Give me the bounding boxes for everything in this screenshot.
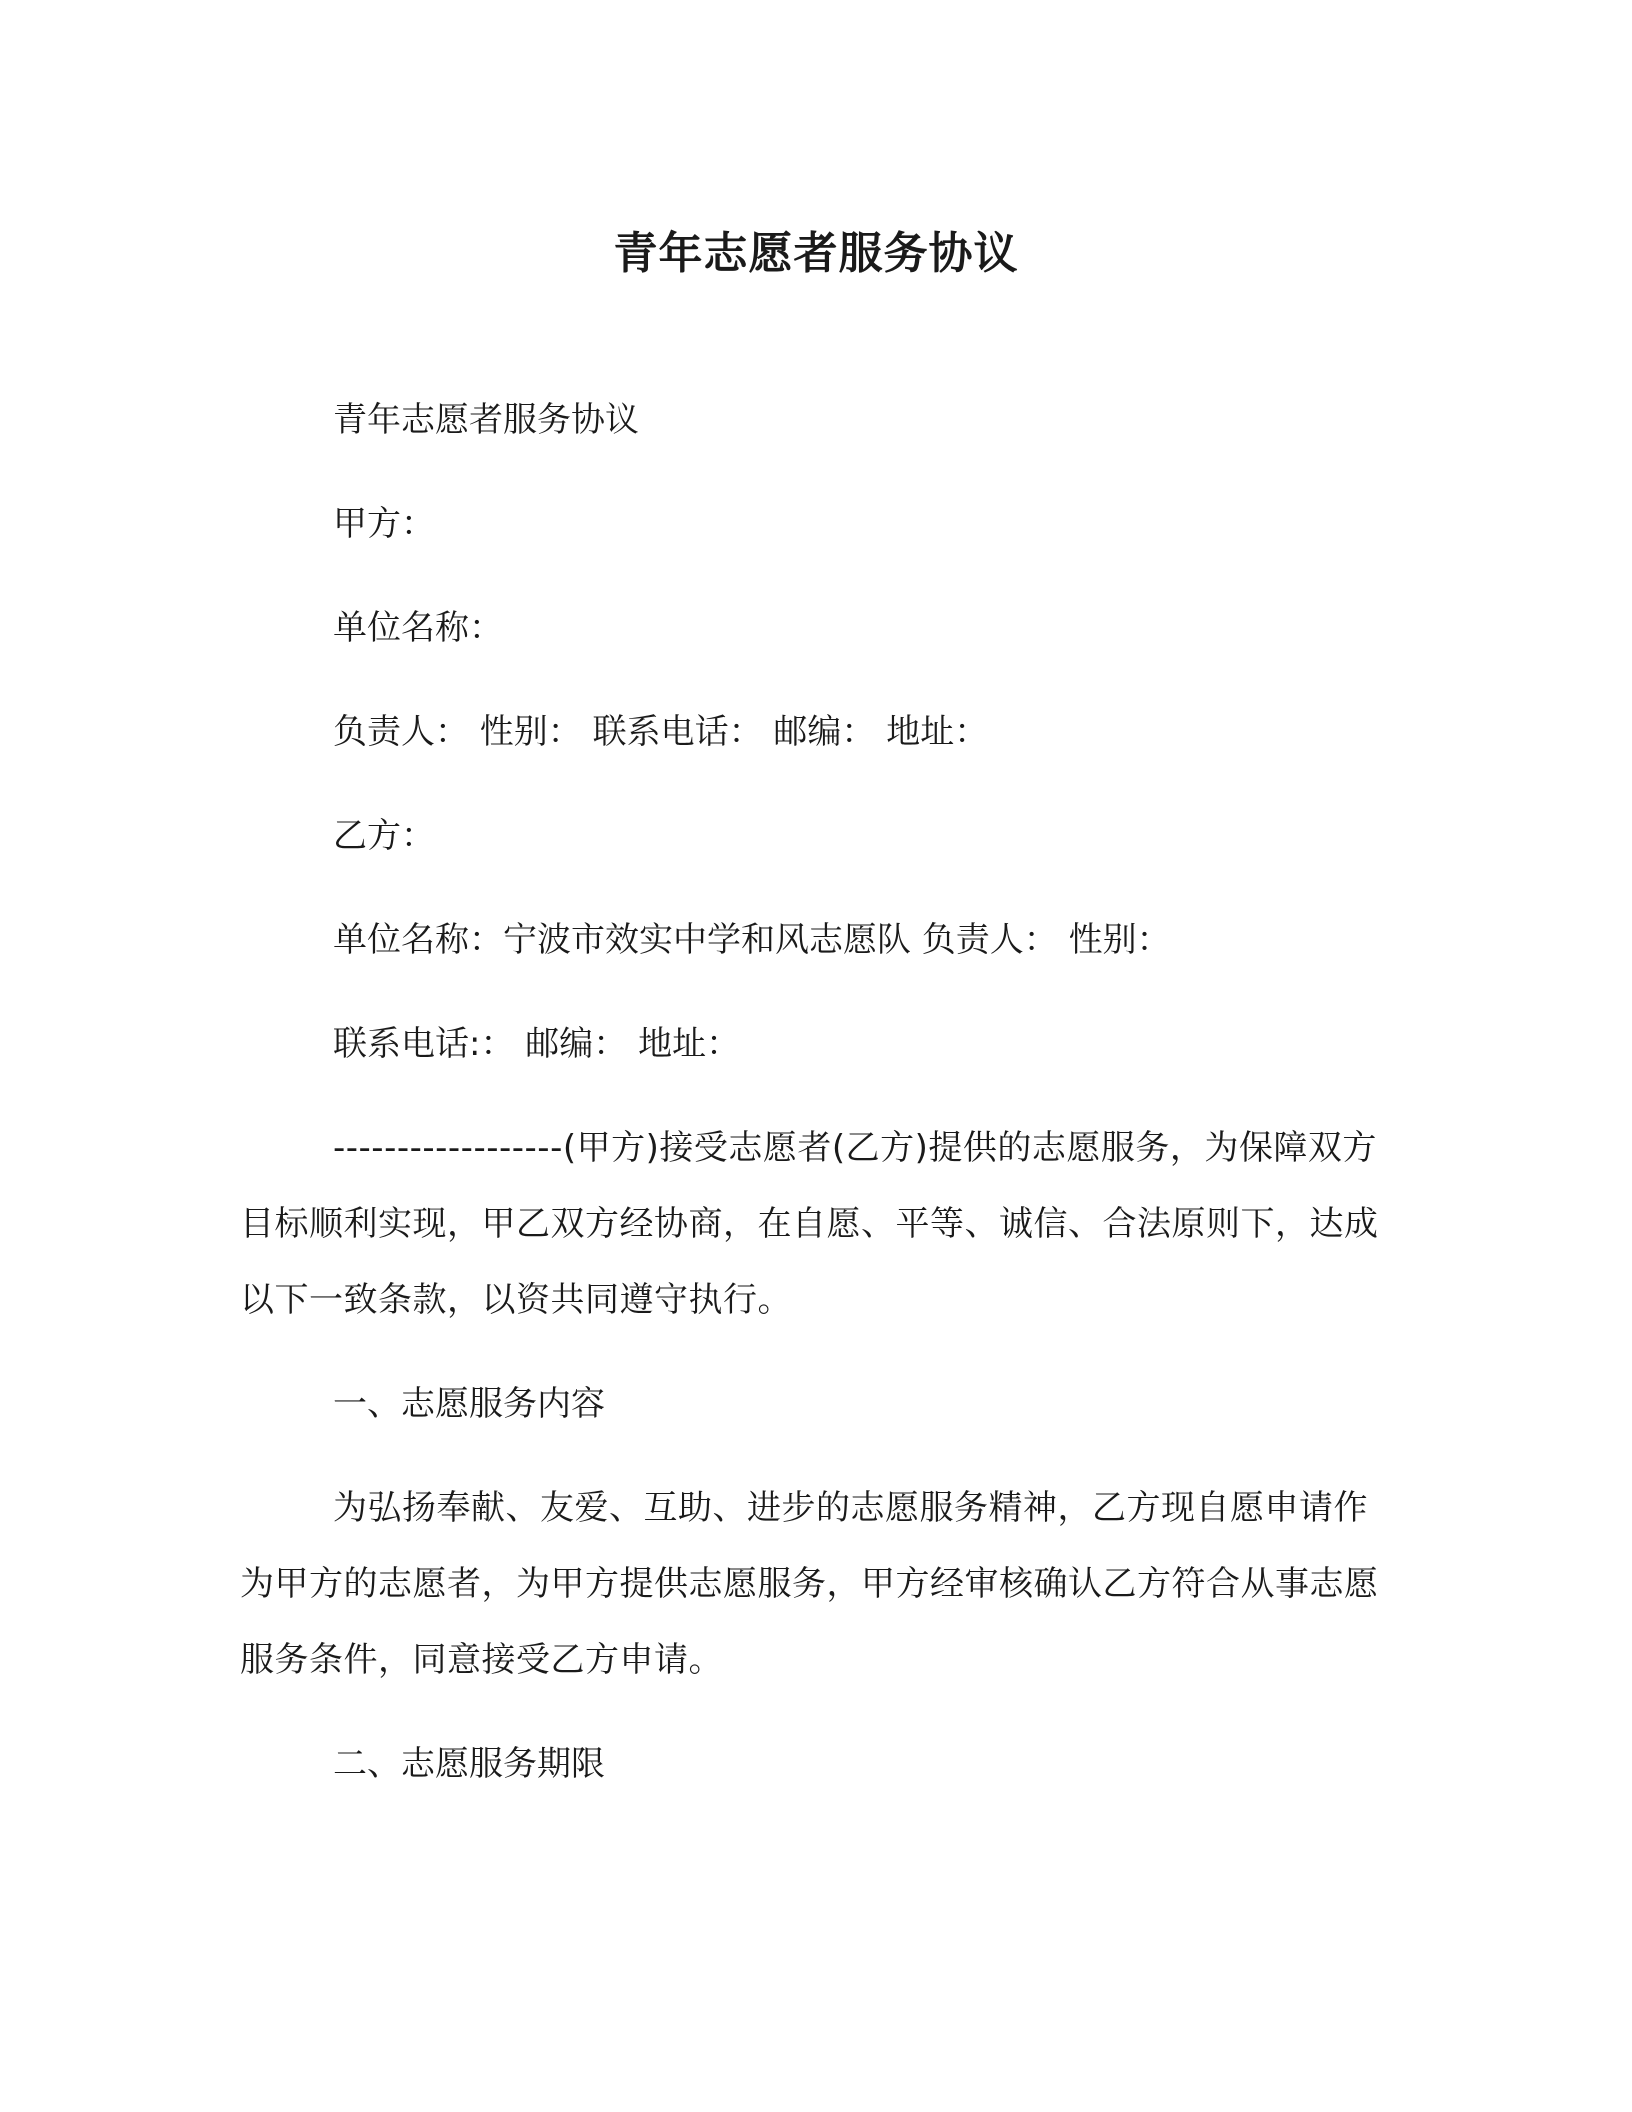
section-body-1: 为弘扬奉献、友爱、互助、进步的志愿服务精神，乙方现自愿申请作为甲方的志愿者，为甲方提供志愿服务，甲方经审核确认乙方符合从事志愿服务条件，同意接受乙方申请。 (240, 1488, 1379, 1680)
section-heading-1: 一、志愿服务内容 (333, 1384, 605, 1424)
intro-paragraph: ------------------(甲方)接受志愿者(乙方)提供的志愿服务，为保障双方目标顺利实现，甲乙双方经协商，在自愿、平等、诚信、合法原则下，达成以下一致条款，以资共同遵守执行。 (240, 1128, 1379, 1320)
document-title: 青年志愿者服务协议 (613, 228, 1019, 279)
party-b-unit-line: 单位名称：宁波市效实中学和风志愿队 负责人： 性别： (333, 920, 1171, 960)
document-subtitle: 青年志愿者服务协议 (333, 400, 639, 440)
party-a-contact-line: 负责人： 性别： 联系电话： 邮编： 地址： (333, 712, 989, 752)
section-heading-2: 二、志愿服务期限 (333, 1744, 605, 1784)
party-b-label: 乙方： (333, 816, 435, 856)
party-a-unit-name: 单位名称： (333, 608, 503, 648)
party-a-label: 甲方： (333, 504, 435, 544)
party-b-contact-line: 联系电话:： 邮编： 地址： (333, 1024, 741, 1064)
